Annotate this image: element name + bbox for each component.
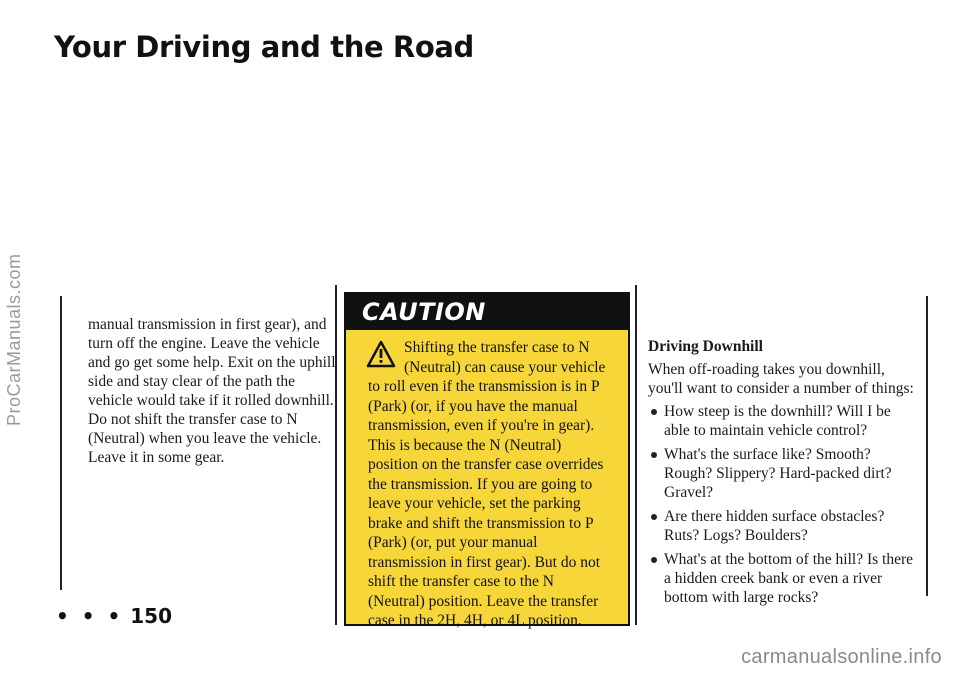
caution-box — [344, 292, 630, 629]
column-rule-right — [926, 296, 928, 596]
list-item: How steep is the downhill? Will I be able to maintain vehicle control? — [648, 402, 920, 440]
caution-header: CAUTION — [346, 294, 628, 330]
list-item: What's the surface like? Smooth? Rough? Slippery? Hard-packed dirt? Gravel? — [648, 445, 920, 502]
page-number-value: 150 — [130, 604, 172, 628]
warning-triangle-icon — [366, 340, 396, 368]
column-1-text: manual transmission in first gear), and turn off the engine. Leave the vehicle and go get some help. Exit on the uphill side and stay clear of the path the vehicle would take if it rolled downhill. Do not shift the transfer case to N (Neutral) when you leave the vehicle. Leave it in some gear. — [88, 316, 336, 466]
bottom-watermark: carmanualsonline.info — [741, 646, 942, 668]
side-watermark: ProCarManuals.com — [4, 253, 24, 427]
page-number-dots: • • • — [56, 604, 124, 628]
section-intro: When off-roading takes you downhill, you'll want to consider a number of things: — [648, 361, 914, 397]
column-rule-left — [60, 296, 62, 590]
caution-body — [346, 330, 628, 631]
list-item: Are there hidden surface obstacles? Ruts? Logs? Boulders? — [648, 507, 920, 545]
page-number — [56, 604, 172, 628]
bullet-list — [648, 402, 920, 607]
section-heading: Driving Downhill — [648, 338, 763, 355]
caution-text: Shifting the transfer case to N (Neutral) can cause your vehicle to roll even if the transmission is in P (Park) (or, if you have the manual transmission, even if you're in gear). This is because the N (Neutral) position on the transfer case overrides the transmission. If you are going to leave your vehicle, set the parking brake and shift the transmission to P (Park) (or, put your manual transmission in first gear). But do not shift the transfer case to the N (Neutral) position. Leave the transfer case in the 2H, 4H, or 4L position. — [368, 339, 606, 629]
list-item: What's at the bottom of the hill? Is there a hidden creek bank or even a river bottom with large rocks? — [648, 550, 920, 607]
column-3 — [648, 337, 920, 612]
page-title: Your Driving and the Road — [54, 30, 474, 64]
column-rule-caution-right — [635, 285, 637, 625]
